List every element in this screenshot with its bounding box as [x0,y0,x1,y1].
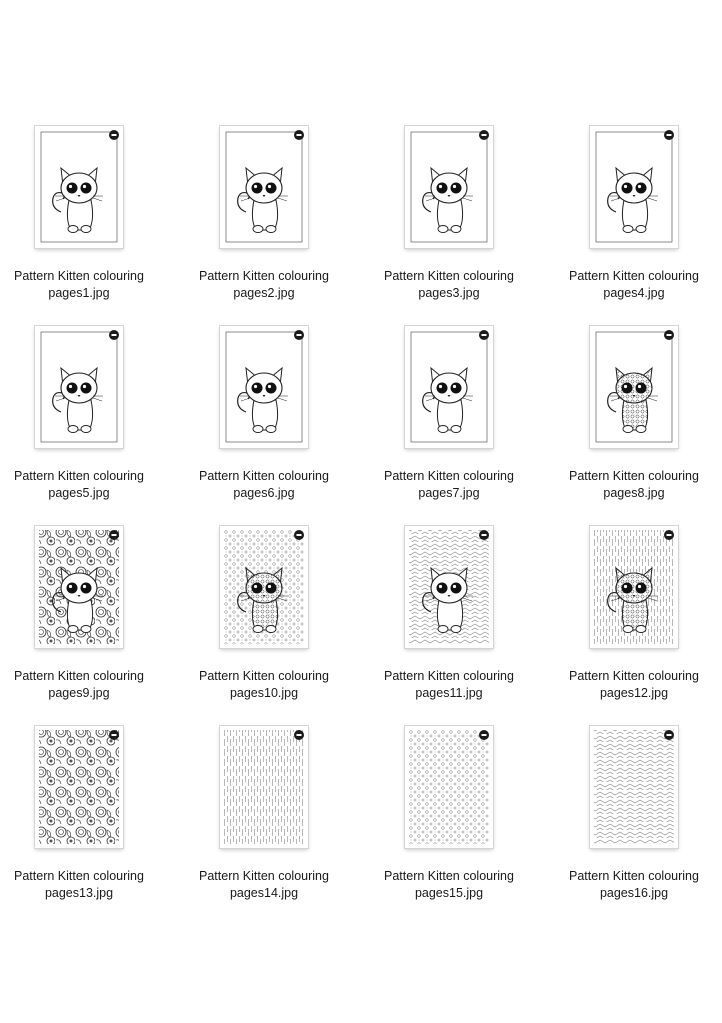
file-thumbnail[interactable] [590,126,678,248]
brand-logo-icon [294,330,304,340]
file-name-line-1: Pattern Kitten colouring [14,669,144,683]
file-name-line-2: pages6.jpg [233,486,295,500]
file-name-line-1: Pattern Kitten colouring [14,269,144,283]
file-thumbnail[interactable] [35,726,123,848]
file-thumbnail[interactable] [590,726,678,848]
file-name[interactable] [174,668,354,702]
file-name[interactable] [0,268,169,302]
file-thumbnail[interactable] [220,126,308,248]
file-name-line-1: Pattern Kitten colouring [569,869,699,883]
file-name-line-1: Pattern Kitten colouring [199,269,329,283]
file-name[interactable] [174,268,354,302]
file-name-line-2: pages12.jpg [599,686,669,700]
brand-logo-icon [109,530,119,540]
file-name-line-2: pages11.jpg [415,686,483,700]
file-name[interactable] [544,268,722,302]
file-item[interactable] [0,326,169,506]
file-name-line-2: pages16.jpg [599,886,669,900]
file-name-line-2: pages4.jpg [603,286,665,300]
brand-logo-icon [294,130,304,140]
file-item[interactable] [544,526,722,706]
brand-logo-icon [294,730,304,740]
brand-logo-icon [109,730,119,740]
brand-logo-icon [294,530,304,540]
file-name-line-1: Pattern Kitten colouring [569,269,699,283]
brand-logo-icon [664,130,674,140]
file-thumbnail[interactable] [220,326,308,448]
file-name-line-1: Pattern Kitten colouring [384,869,514,883]
brand-logo-icon [664,530,674,540]
file-thumbnail[interactable] [220,726,308,848]
brand-logo-icon [479,730,489,740]
file-item[interactable] [174,526,354,706]
file-name-line-1: Pattern Kitten colouring [384,269,514,283]
file-item[interactable] [174,126,354,306]
file-name-line-1: Pattern Kitten colouring [14,469,144,483]
brand-logo-icon [664,730,674,740]
file-name[interactable] [359,668,539,702]
brand-logo-icon [664,330,674,340]
file-name-line-2: pages1.jpg [48,286,110,300]
file-item[interactable] [0,726,169,906]
file-name[interactable] [544,868,722,902]
file-name-line-1: Pattern Kitten colouring [569,469,699,483]
brand-logo-icon [109,330,119,340]
file-item[interactable] [544,326,722,506]
file-name-line-2: pages8.jpg [603,486,665,500]
file-name[interactable] [174,868,354,902]
brand-logo-icon [109,130,119,140]
file-thumbnail[interactable] [405,726,493,848]
file-thumbnail[interactable] [35,526,123,648]
file-name[interactable] [359,468,539,502]
file-name-line-2: pages14.jpg [229,886,299,900]
file-thumbnail[interactable] [405,326,493,448]
file-item[interactable] [359,326,539,506]
file-thumbnail[interactable] [35,126,123,248]
file-name-line-2: pages15.jpg [414,886,484,900]
file-name-line-2: pages3.jpg [418,286,480,300]
file-item[interactable] [359,526,539,706]
file-name[interactable] [544,668,722,702]
file-thumbnail[interactable] [405,526,493,648]
file-name-line-1: Pattern Kitten colouring [199,869,329,883]
file-item[interactable] [0,526,169,706]
file-item[interactable] [174,326,354,506]
file-name-line-1: Pattern Kitten colouring [199,469,329,483]
file-name-line-1: Pattern Kitten colouring [569,669,699,683]
file-thumbnail[interactable] [35,326,123,448]
file-name-line-2: pages7.jpg [418,486,480,500]
file-name[interactable] [0,468,169,502]
file-name[interactable] [359,268,539,302]
file-item[interactable] [359,126,539,306]
file-name-line-2: pages10.jpg [229,686,299,700]
file-name-line-1: Pattern Kitten colouring [384,469,514,483]
file-name-line-1: Pattern Kitten colouring [199,669,329,683]
file-name[interactable] [174,468,354,502]
file-thumbnail[interactable] [590,526,678,648]
brand-logo-icon [479,530,489,540]
file-name-line-2: pages2.jpg [233,286,295,300]
file-name-line-2: pages9.jpg [48,686,110,700]
file-thumbnail[interactable] [405,126,493,248]
file-item[interactable] [174,726,354,906]
brand-logo-icon [479,130,489,140]
file-name-line-2: pages5.jpg [48,486,110,500]
file-name-line-1: Pattern Kitten colouring [14,869,144,883]
brand-logo-icon [479,330,489,340]
file-item[interactable] [359,726,539,906]
file-item[interactable] [544,126,722,306]
file-item[interactable] [544,726,722,906]
file-thumbnail[interactable] [590,326,678,448]
file-name[interactable] [0,668,169,702]
file-thumbnail[interactable] [220,526,308,648]
file-name-line-2: pages13.jpg [44,886,114,900]
file-item[interactable] [0,126,169,306]
file-name-line-1: Pattern Kitten colouring [384,669,514,683]
file-name[interactable] [544,468,722,502]
file-name[interactable] [0,868,169,902]
file-name[interactable] [359,868,539,902]
